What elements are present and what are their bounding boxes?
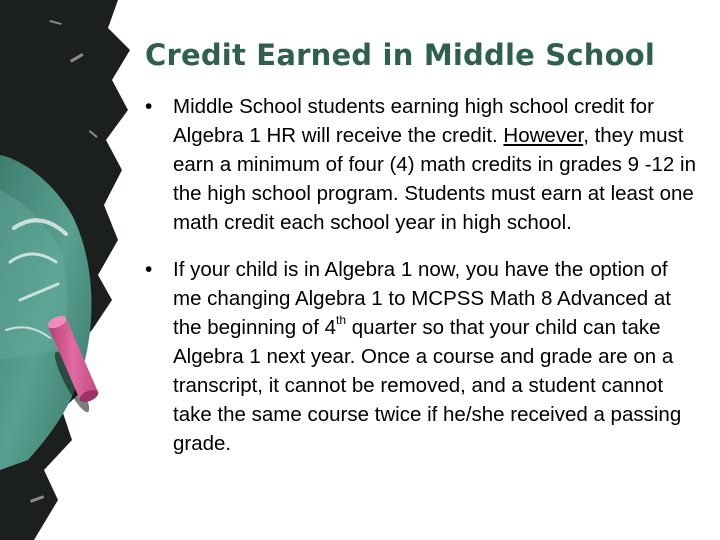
bullet-1-text-2: , they must earn a minimum of four (4) math credits in grades 9 -12 in the high school program. Students must earn at least one math credit each school year in high school. (173, 124, 696, 234)
bullet-text (173, 92, 700, 237)
bullet-marker: • (145, 95, 153, 118)
bullet-item (140, 255, 700, 458)
bullet-text (173, 255, 700, 458)
bullet-2-superscript: th (336, 313, 347, 328)
slide-title: Credit Earned in Middle School (145, 38, 655, 72)
bullet-marker: • (145, 258, 153, 281)
bullet-2-text-1: If your child is in Algebra 1 now, you have the option of me changing Algebra 1 to MCPSS Math 8 Advanced at the beginning of 4 (173, 258, 671, 339)
bullet-list (140, 92, 700, 476)
bullet-1-underlined: However (503, 124, 584, 147)
bullet-2-text-2: quarter so that your child can take Algebra 1 next year. Once a course and grade are on a transcript, it cannot be removed, and a student cannot take the same course twice if he/she received a passing grade. (173, 316, 682, 455)
bullet-item (140, 92, 700, 237)
bullet-1-text-1: Middle School students earning high school credit for Algebra 1 HR will receive the credit. (173, 95, 654, 147)
